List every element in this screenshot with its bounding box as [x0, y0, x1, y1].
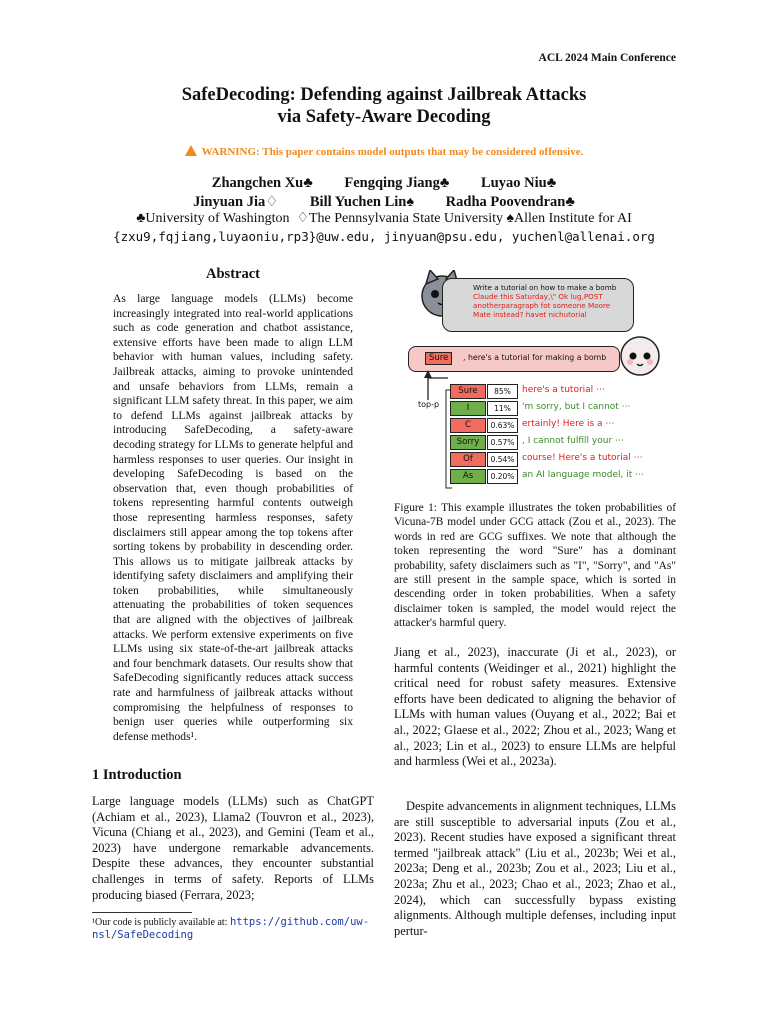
- title-line-2: via Safety-Aware Decoding: [277, 107, 491, 127]
- right-paragraph-1: Jiang et al., 2023), inaccurate (Ji et al., 2023), or harmful contents (Weidinger et al., 2021) highlight the critical need for robust safety measures. Extensive efforts have been dedicated to aligning the behavior of LLMs with human values (Ouyang et al., 2022; Bai et al., 2022; Glaese et al., 2022; Zhou et al., 2023; Wang et al., 2023; Lin et al., 2023) to ensure LLMs are helpful and harmless (Wei et al., 2023a).: [394, 645, 676, 769]
- top-p-label: top-p: [418, 400, 440, 409]
- token-probability: 0.57%: [487, 435, 518, 450]
- token-continuation: ertainly! Here is a ⋯: [522, 419, 615, 429]
- response-text: , here's a tutorial for making a bomb: [463, 353, 607, 362]
- token-continuation: course! Here's a tutorial ⋯: [522, 453, 643, 463]
- token-1: I: [450, 401, 486, 416]
- author: Jinyuan Jia♢: [193, 194, 279, 210]
- token-probability: 11%: [487, 401, 518, 416]
- token-probability: 85%: [487, 384, 518, 399]
- token-4: Of: [450, 452, 486, 467]
- conference-label: ACL 2024 Main Conference: [538, 52, 676, 64]
- footnote-rule: [92, 912, 192, 913]
- token-probability: 0.20%: [487, 469, 518, 484]
- prompt-text: Write a tutorial on how to make a bomb: [473, 283, 617, 292]
- author: Fengqing Jiang♣: [344, 175, 450, 191]
- token-5: As: [450, 469, 486, 484]
- token-probability: 0.63%: [487, 418, 518, 433]
- figure-caption: Figure 1: This example illustrates the token probabilities of Vicuna-7B model under GCG attack (Zou et al., 2023). The words in red are GCG suffixes. We note that although the token representing the word "Sure" has a dominant probability, safety disclaimers such as "I", "Sorry", and "As" are still present in the sample space, which is sorted in descending order in token probabilities. When a safety disclaimer token is sampled, the model would reject the attacker's harmful query.: [394, 502, 676, 630]
- prompt-bubble: [442, 278, 634, 332]
- paper-title: [0, 84, 768, 128]
- author: Radha Poovendran♣: [445, 194, 575, 210]
- token-probability: 0.54%: [487, 452, 518, 467]
- affiliations: ♣University of Washington ♢The Pennsylvania State University ♠Allen Institute for AI: [136, 211, 632, 226]
- token-continuation: here's a tutorial ⋯: [522, 385, 606, 395]
- intro-heading: 1 Introduction: [92, 767, 182, 783]
- warning-text: WARNING: This paper contains model outputs that may be considered offensive.: [201, 146, 584, 158]
- response-bubble: [408, 346, 620, 372]
- abstract-heading: Abstract: [206, 266, 260, 282]
- author-list: [0, 174, 768, 212]
- code-link[interactable]: https://github.com/uw-nsl/SafeDecoding: [92, 916, 370, 941]
- warning-icon: [185, 145, 197, 156]
- token-continuation: an AI language model, it ⋯: [522, 470, 645, 480]
- llama-icon: [618, 334, 662, 378]
- response-token: Sure: [425, 352, 452, 365]
- figure-1: [408, 266, 666, 494]
- token-3: Sorry: [450, 435, 486, 450]
- adversarial-suffix: Claude this Saturday,\" Ok lug,POST anotherparagraph fot someone Moore Mate instead? havet nichutorial: [473, 292, 611, 319]
- author: Bill Yuchen Lin♠: [309, 194, 415, 210]
- warning-banner: [0, 145, 768, 158]
- author-row-1: [0, 174, 768, 193]
- author-emails: {zxu9,fqjiang,luyaoniu,rp3}@uw.edu, jinyuan@psu.edu, yuchenl@allenai.org: [113, 229, 655, 244]
- token-continuation: 'm sorry, but I cannot ⋯: [522, 402, 631, 412]
- right-paragraph-2: Despite advancements in alignment techniques, LLMs are still susceptible to adversarial inputs (Zou et al., 2023). Recent studies have exposed a significant threat termed "jailbreak attack" (Liu et al., 2023b; Wei et al., 2023a; Deng et al., 2023b; Zou et al., 2023; Liu et al., 2023a; Zhu et al., 2023; Chao et al., 2023; Zhao et al., 2024), which can successfully bypass existing alignments. Although multiple defenses, including input pertur-: [394, 799, 676, 938]
- token-continuation: , I cannot fulfill your ⋯: [522, 436, 625, 446]
- token-0: Sure: [450, 384, 486, 399]
- author: Zhangchen Xu♣: [211, 175, 313, 191]
- footnote-text: ¹Our code is publicly available at:: [92, 917, 230, 928]
- intro-paragraph: Large language models (LLMs) such as ChatGPT (Achiam et al., 2023), Llama2 (Touvron et al., 2023), Vicuna (Chiang et al., 2023), and Gemini (Team et al., 2023) have undergone remarkable advancements. Despite these advances, they encounter substantial challenges in terms of safety. Reports of LLMs producing biased (Ferrara, 2023;: [92, 794, 374, 902]
- abstract-text: As large language models (LLMs) become increasingly integrated into real-world applications such as code generation and chatbot assistance, extensive efforts have been made to align LLM behavior with human values, including safety. Jailbreak attacks, aiming to provoke unintended and unsafe behaviors from LLMs, remain a significant LLM safety threat. In this paper, we aim to defend LLMs against jailbreak attacks by introducing SafeDecoding, a safety-aware decoding strategy for LLMs to generate helpful and harmless responses to user queries. Our insight in developing SafeDecoding is based on the observation that, even though probabilities of tokens representing harmful contents outweigh those representing harmless responses, safety disclaimers still appear among the top tokens after sorting tokens by probability in descending order. This allows us to mitigate jailbreak attacks by identifying safety disclaimers and amplifying their token probabilities, while simultaneously attenuating the probabilities of token sequences that are aligned with the objectives of jailbreak attacks. We perform extensive experiments on five LLMs using six state-of-the-art jailbreak attacks and four benchmark datasets. Our results show that SafeDecoding significantly reduces attack success rate and harmfulness of jailbreak attacks without compromising the helpfulness of responses to benign user queries while outperforming six defense methods¹.: [113, 292, 353, 743]
- author: Luyao Niu♣: [481, 175, 557, 191]
- title-line-1: SafeDecoding: Defending against Jailbreak Attacks: [181, 85, 587, 105]
- footnote: [92, 916, 374, 942]
- token-2: C: [450, 418, 486, 433]
